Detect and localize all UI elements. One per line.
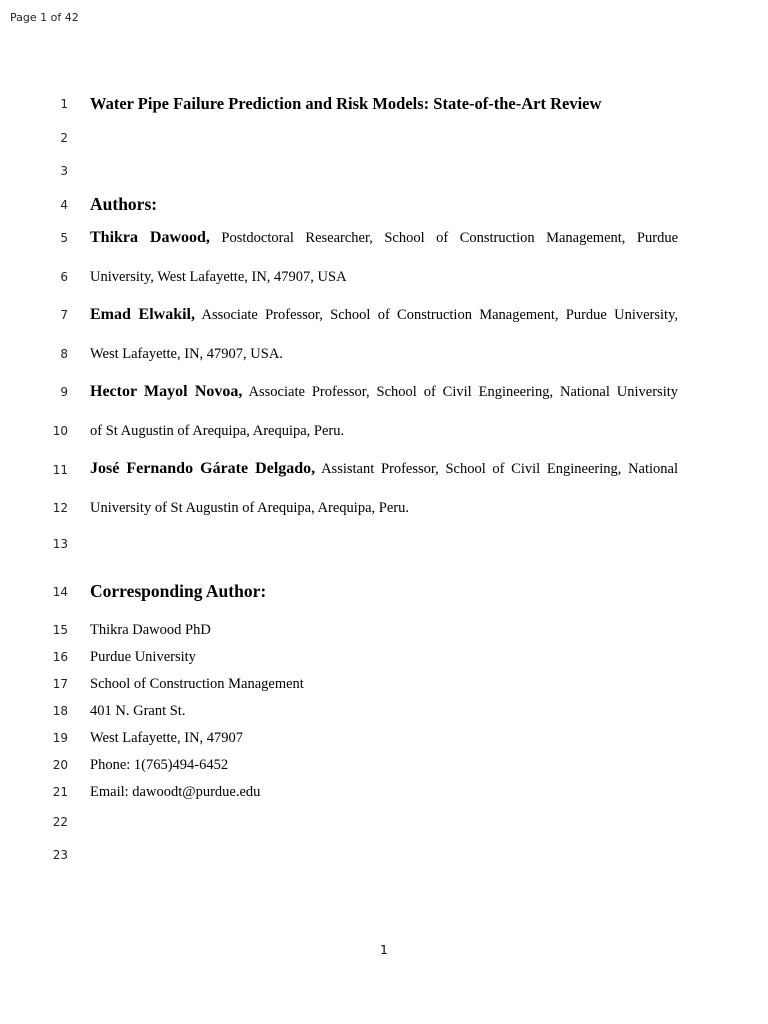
corresponding-email: Email: dawoodt@purdue.edu [90, 784, 261, 800]
corresponding-line: West Lafayette, IN, 47907 [90, 730, 244, 746]
line-number: 23 [52, 848, 68, 862]
corresponding-line: Thikra Dawood PhD [90, 622, 211, 638]
line-number: 19 [52, 731, 68, 745]
line-number: 10 [52, 424, 68, 438]
author-entry [90, 306, 678, 324]
author-affiliation-cont: University, West Lafayette, IN, 47907, USA [90, 269, 347, 285]
corresponding-phone: Phone: 1(765)494-6452 [90, 757, 229, 773]
page-number: 1 [380, 943, 388, 957]
corresponding-line: School of Construction Management [90, 676, 304, 692]
author-name: Emad Elwakil, [90, 306, 195, 323]
line-number: 15 [52, 623, 68, 637]
author-affiliation: Associate Professor, School of Civil Engineering, National University [248, 384, 679, 400]
author-affiliation: Postdoctoral Researcher, School of Construction Management, Purdue [221, 230, 679, 246]
line-number: 11 [52, 463, 68, 477]
authors-heading: Authors: [90, 194, 158, 214]
corresponding-heading: Corresponding Author: [90, 581, 267, 601]
paper-title: Water Pipe Failure Prediction and Risk Models: State-of-the-Art Review [90, 94, 602, 113]
line-number: 3 [60, 164, 68, 178]
author-name: Thikra Dawood, [90, 229, 210, 246]
author-entry [90, 460, 678, 478]
line-number: 17 [52, 677, 68, 691]
page-counter: Page 1 of 42 [10, 11, 79, 24]
line-number: 13 [52, 537, 68, 551]
line-number: 5 [60, 231, 68, 245]
line-number: 14 [52, 585, 68, 599]
corresponding-line: 401 N. Grant St. [90, 703, 186, 719]
author-affiliation: Associate Professor, School of Construction Management, Purdue University, [201, 307, 679, 323]
author-affiliation-cont: University of St Augustin of Arequipa, Arequipa, Peru. [90, 500, 409, 516]
author-entry [90, 383, 678, 401]
author-affiliation-cont: West Lafayette, IN, 47907, USA. [90, 346, 283, 362]
author-name: José Fernando Gárate Delgado, [90, 460, 316, 477]
line-number: 12 [52, 501, 68, 515]
line-number: 7 [60, 308, 68, 322]
line-number: 4 [60, 198, 68, 212]
line-number: 20 [52, 758, 68, 772]
author-affiliation: Assistant Professor, School of Civil Engineering, National [321, 461, 678, 477]
line-number: 2 [60, 131, 68, 145]
line-number: 18 [52, 704, 68, 718]
line-number: 9 [60, 385, 68, 399]
line-number: 6 [60, 270, 68, 284]
line-number: 1 [60, 97, 68, 111]
author-name: Hector Mayol Novoa, [90, 383, 243, 400]
author-entry [90, 229, 678, 247]
corresponding-line: Purdue University [90, 649, 196, 665]
line-number: 16 [52, 650, 68, 664]
line-number: 22 [52, 815, 68, 829]
line-number: 8 [60, 347, 68, 361]
author-affiliation-cont: of St Augustin of Arequipa, Arequipa, Peru. [90, 423, 345, 439]
line-number: 21 [52, 785, 68, 799]
